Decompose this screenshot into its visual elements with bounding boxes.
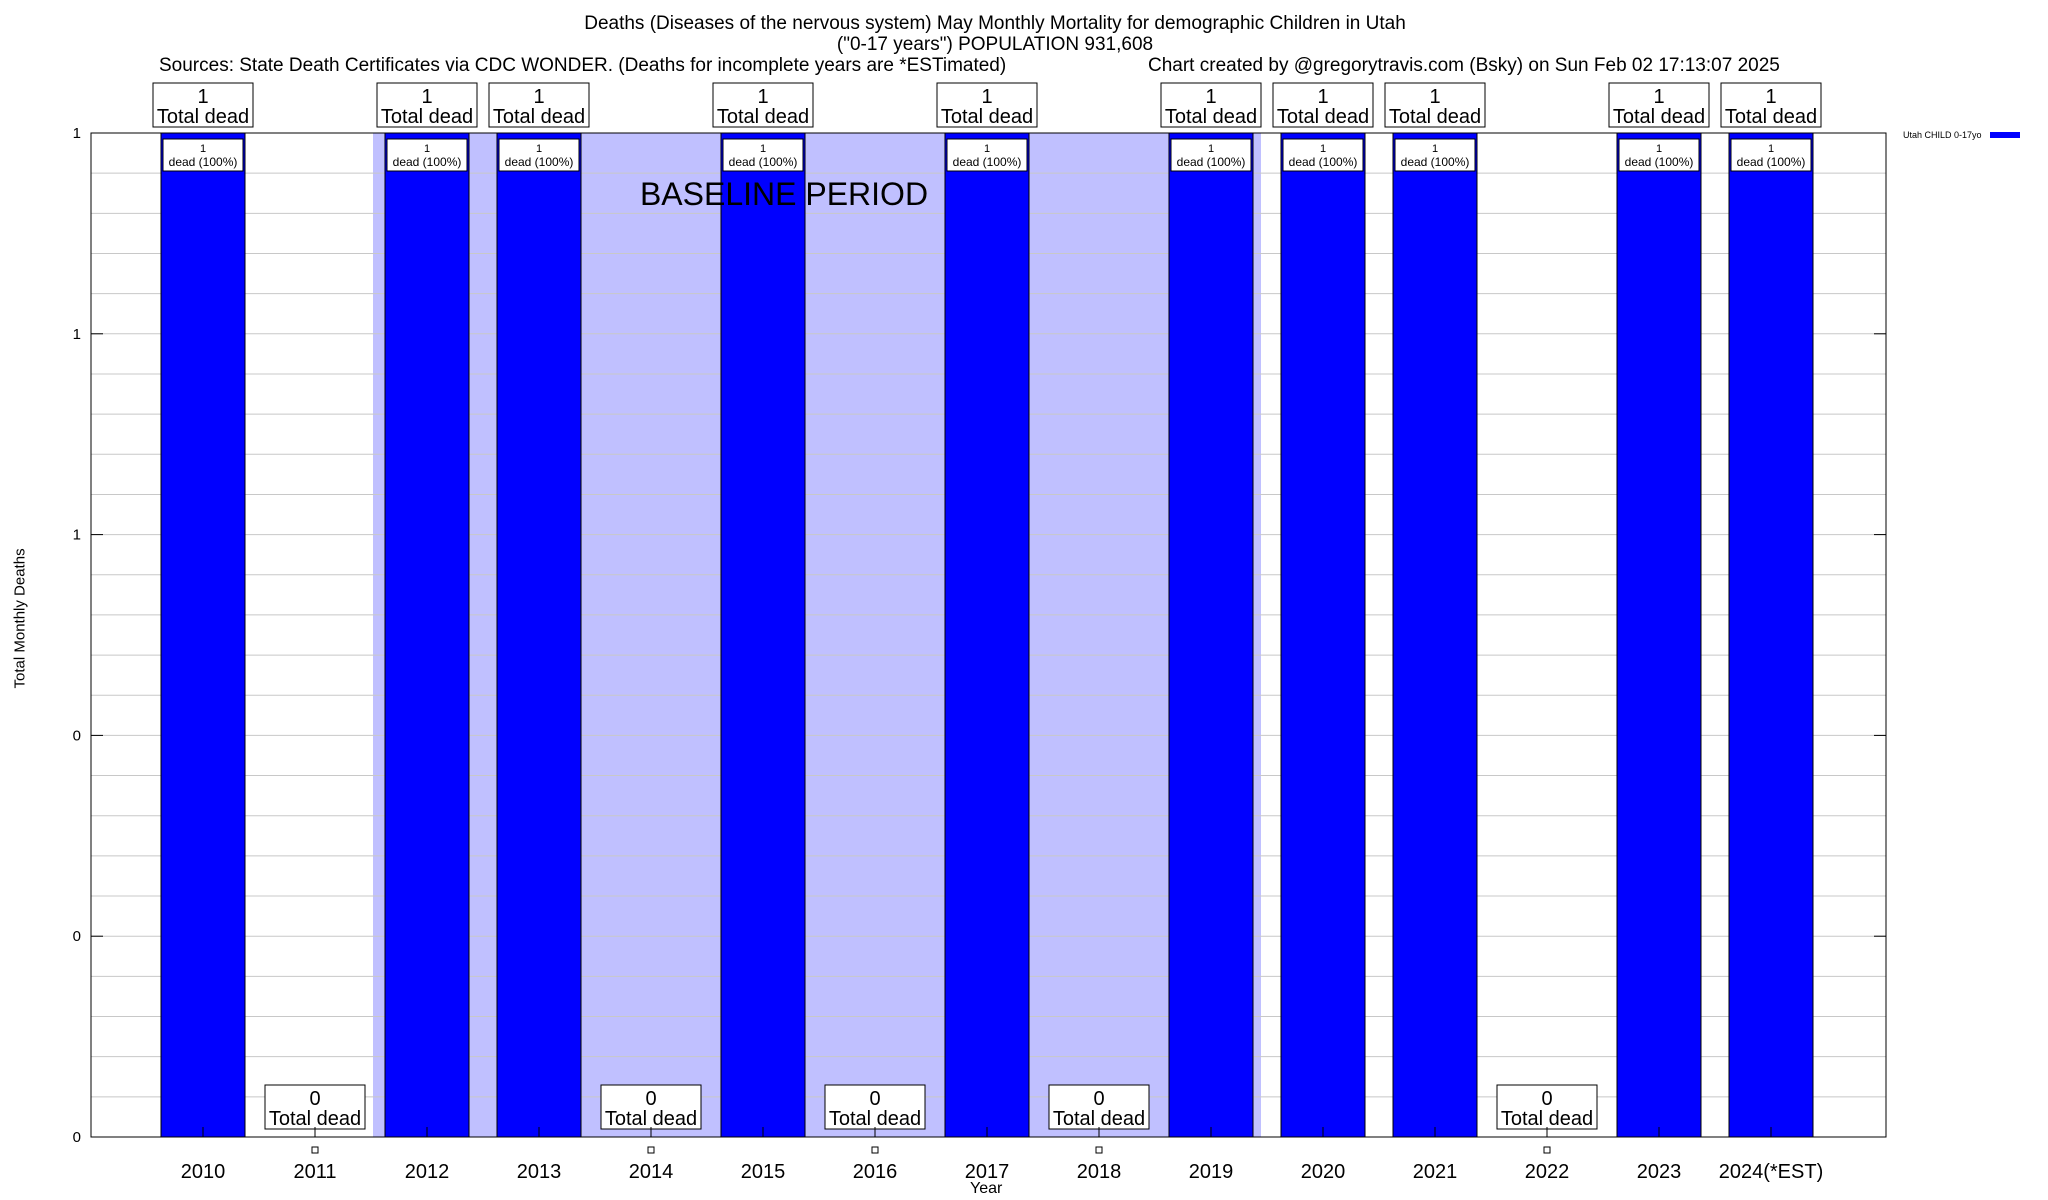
total-label-count: 0	[309, 1088, 321, 1110]
zero-marker-2018	[1096, 1147, 1102, 1153]
x-tick-label: 2011	[293, 1161, 337, 1183]
total-label-count: 1	[1205, 86, 1217, 108]
total-label-text: Total dead	[380, 106, 474, 128]
total-label-count: 1	[1317, 86, 1329, 108]
chart-sources: Sources: State Death Certificates via CDC WONDER. (Deaths for incomplete years are *ESTimated)	[159, 55, 1007, 76]
bar-inner-count: 1	[759, 143, 767, 155]
total-label-text: Total dead	[1500, 1108, 1594, 1130]
y-axis-title: Total Monthly Deaths	[11, 548, 29, 689]
chart-title: Deaths (Diseases of the nervous system) May Monthly Mortality for demographic Children in Utah	[584, 13, 1406, 34]
total-label-count: 1	[757, 86, 769, 108]
y-tick-label: 0	[72, 1129, 81, 1146]
total-label-text: Total dead	[604, 1108, 698, 1130]
total-label-text: Total dead	[268, 1108, 362, 1130]
legend-swatch	[1990, 132, 2020, 138]
bar-inner-count: 1	[1207, 143, 1215, 155]
bar-inner-percent: dead (100%)	[1400, 155, 1470, 169]
total-label-text: Total dead	[828, 1108, 922, 1130]
bar-2023	[1617, 133, 1701, 1137]
y-tick-label: 1	[72, 325, 81, 343]
bar-2020	[1281, 133, 1365, 1137]
bar-inner-count: 1	[535, 143, 543, 155]
total-label-text: Total dead	[1164, 106, 1258, 128]
x-axis-title: Year	[970, 1180, 1003, 1197]
bar-2021	[1393, 133, 1477, 1137]
bar-inner-count: 1	[983, 143, 991, 155]
total-label-text: Total dead	[1388, 106, 1482, 128]
x-tick-label: 2024(*EST)	[1718, 1161, 1824, 1183]
total-label-text: Total dead	[156, 106, 250, 128]
x-tick-label: 2020	[1300, 1161, 1346, 1183]
zero-marker-2011	[312, 1147, 318, 1153]
total-label-count: 0	[1541, 1088, 1553, 1110]
y-tick-label: 1	[72, 526, 81, 544]
bar-inner-percent: dead (100%)	[1288, 155, 1358, 169]
total-label-count: 1	[981, 86, 993, 108]
total-label-count: 1	[1429, 86, 1441, 108]
total-label-text: Total dead	[1724, 106, 1818, 128]
bar-inner-percent: dead (100%)	[392, 155, 462, 169]
bar-inner-percent: dead (100%)	[1176, 155, 1246, 169]
x-tick-label: 2017	[964, 1161, 1010, 1183]
x-tick-label: 2012	[404, 1161, 450, 1183]
bar-inner-percent: dead (100%)	[504, 155, 574, 169]
x-tick-label: 2016	[852, 1161, 898, 1183]
x-tick-label: 2022	[1524, 1161, 1570, 1183]
total-label-count: 1	[1653, 86, 1665, 108]
total-label-text: Total dead	[1612, 106, 1706, 128]
bar-2024(*EST)	[1729, 133, 1813, 1137]
total-label-text: Total dead	[1052, 1108, 1146, 1130]
x-tick-label: 2015	[740, 1161, 786, 1183]
zero-marker-2022	[1544, 1147, 1550, 1153]
bar-inner-count: 1	[1319, 143, 1327, 155]
total-label-count: 1	[1765, 86, 1777, 108]
total-label-count: 1	[533, 86, 545, 108]
y-tick-label: 0	[72, 727, 81, 745]
bar-2019	[1169, 133, 1253, 1137]
total-label-count: 1	[421, 86, 433, 108]
bar-2010	[161, 133, 245, 1137]
zero-marker-2014	[648, 1147, 654, 1153]
legend	[1903, 130, 2020, 140]
bar-inner-count: 1	[1767, 143, 1775, 155]
bar-2017	[945, 133, 1029, 1137]
total-label-text: Total dead	[492, 106, 586, 128]
total-label-text: Total dead	[1276, 106, 1370, 128]
chart-subtitle: ("0-17 years") POPULATION 931,608	[836, 34, 1154, 55]
x-tick-label: 2023	[1636, 1161, 1682, 1183]
total-label-count: 0	[645, 1088, 657, 1110]
bar-inner-count: 1	[423, 143, 431, 155]
chart-credit: Chart created by @gregorytravis.com (Bsky) on Sun Feb 02 17:13:07 2025	[1148, 55, 1780, 76]
x-tick-label: 2013	[516, 1161, 562, 1183]
total-label-count: 0	[869, 1088, 881, 1110]
bar-inner-count: 1	[1431, 143, 1439, 155]
bar-inner-percent: dead (100%)	[952, 155, 1022, 169]
total-label-text: Total dead	[716, 106, 810, 128]
x-tick-label: 2010	[180, 1161, 226, 1183]
zero-marker-2016	[872, 1147, 878, 1153]
total-label-text: Total dead	[940, 106, 1034, 128]
x-tick-label: 2018	[1076, 1161, 1122, 1183]
bar-2013	[497, 133, 581, 1137]
baseline-period-label: BASELINE PERIOD	[639, 176, 929, 212]
legend-label: Utah CHILD 0-17yo	[1903, 130, 1982, 140]
y-tick-label: 1	[72, 125, 81, 142]
y-tick-label: 0	[72, 928, 81, 946]
bar-inner-percent: dead (100%)	[728, 155, 798, 169]
bar-2015	[721, 133, 805, 1137]
x-tick-label: 2019	[1188, 1161, 1234, 1183]
total-label-count: 0	[1093, 1088, 1105, 1110]
total-label-count: 1	[197, 86, 209, 108]
bar-inner-percent: dead (100%)	[1624, 155, 1694, 169]
bar-inner-percent: dead (100%)	[1736, 155, 1806, 169]
bar-2012	[385, 133, 469, 1137]
bar-inner-count: 1	[1655, 143, 1663, 155]
bar-inner-percent: dead (100%)	[168, 155, 238, 169]
bar-inner-count: 1	[199, 143, 207, 155]
x-tick-label: 2021	[1412, 1161, 1458, 1183]
x-tick-label: 2014	[628, 1161, 674, 1183]
